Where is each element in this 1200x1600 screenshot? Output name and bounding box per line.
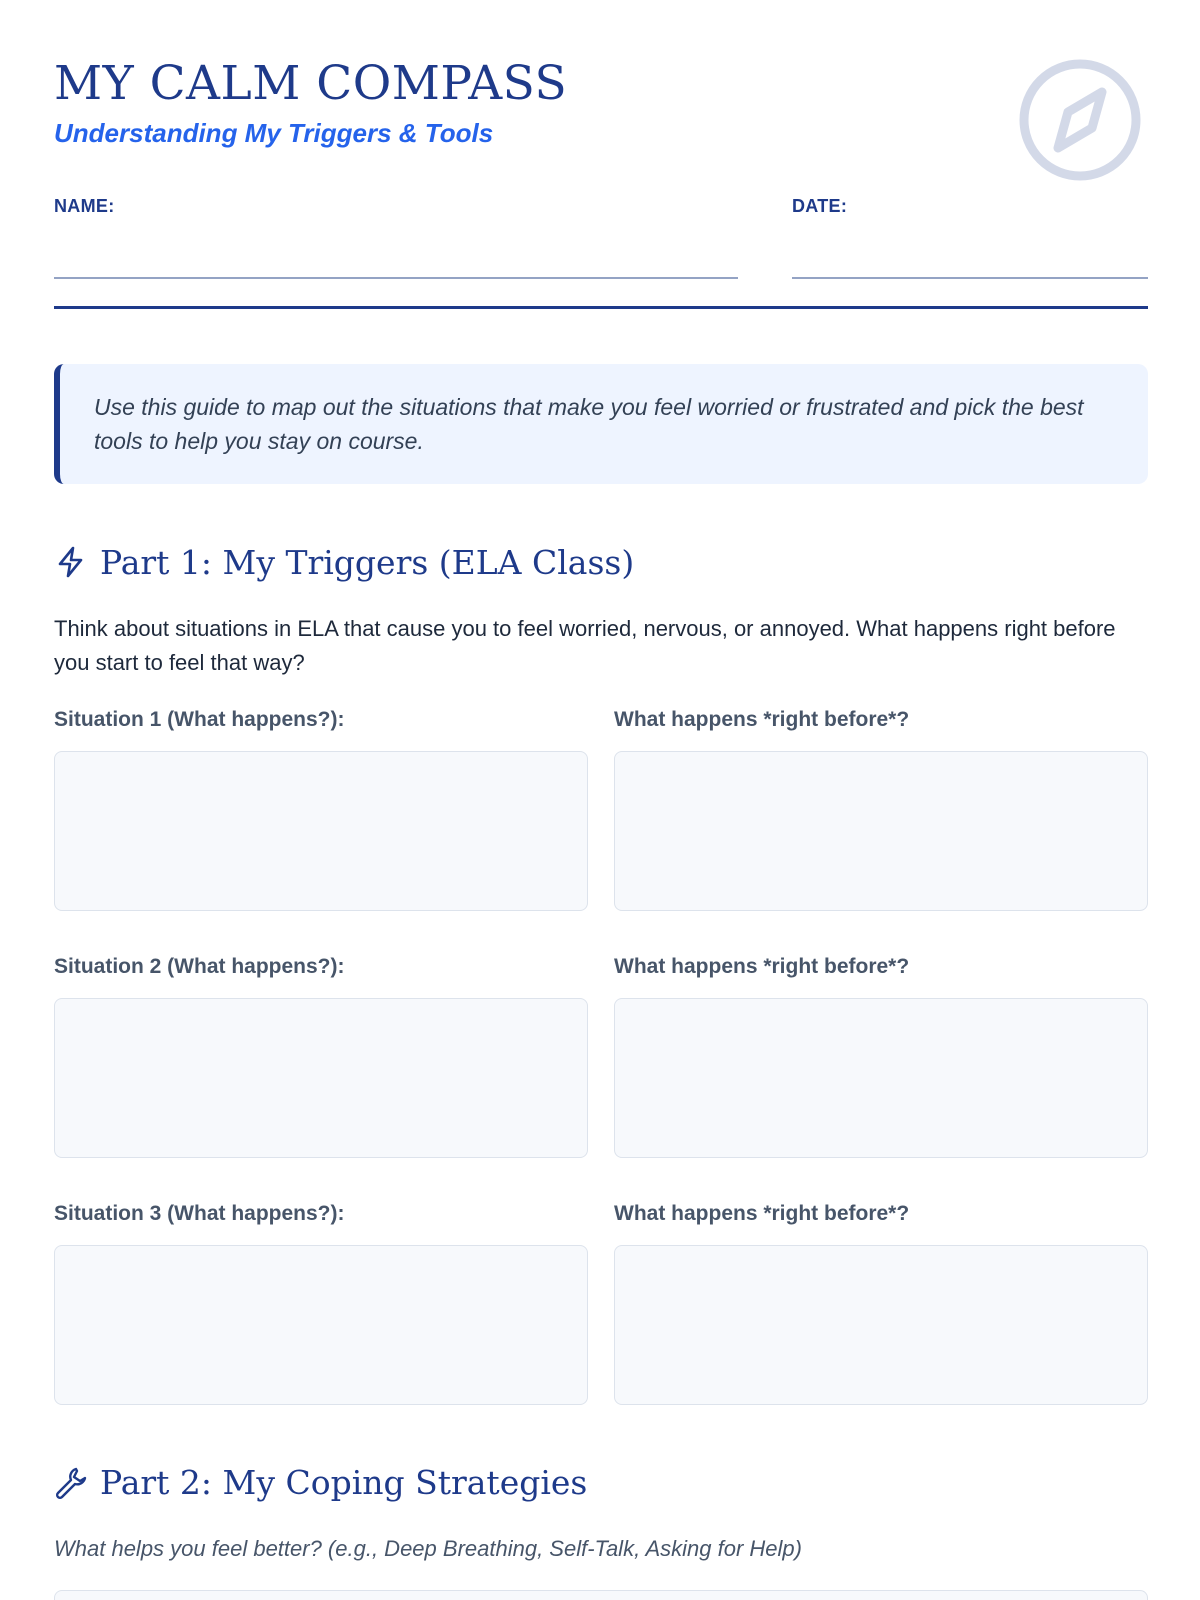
strategies-input[interactable] xyxy=(54,1590,1148,1600)
before-3-input[interactable] xyxy=(614,1245,1148,1405)
before-1-input[interactable] xyxy=(614,751,1148,911)
before-3-label: What happens *right before*? xyxy=(614,1202,910,1225)
situation-2-input[interactable] xyxy=(54,998,588,1158)
situation-1-label: Situation 1 (What happens?): xyxy=(54,708,345,731)
situation-2-label: Situation 2 (What happens?): xyxy=(54,955,345,978)
wrench-icon xyxy=(54,1465,88,1499)
date-label: DATE: xyxy=(792,196,848,216)
page-subtitle: Understanding My Triggers & Tools xyxy=(54,118,494,148)
part1-heading xyxy=(54,540,634,584)
intro-text: Use this guide to map out the situations that make you feel worried or frustrated and pick the best tools to help you stay on course. xyxy=(94,394,1084,454)
name-field[interactable] xyxy=(54,277,738,279)
part2-prompt: What helps you feel better? (e.g., Deep Breathing, Self-Talk, Asking for Help) xyxy=(54,1536,802,1561)
page-title: MY CALM COMPASS xyxy=(54,56,568,111)
part1-description: Think about situations in ELA that cause you to feel worried, nervous, or annoyed. What happens right before you start to feel that way? xyxy=(54,616,1116,675)
situation-3-label: Situation 3 (What happens?): xyxy=(54,1202,345,1225)
lightning-icon xyxy=(54,545,88,579)
situation-1-input[interactable] xyxy=(54,751,588,911)
before-1-label: What happens *right before*? xyxy=(614,708,910,731)
name-label: NAME: xyxy=(54,196,115,216)
part2-heading xyxy=(54,1460,587,1504)
part1-title: Part 1: My Triggers (ELA Class) xyxy=(100,542,635,582)
date-field[interactable] xyxy=(792,277,1148,279)
before-2-label: What happens *right before*? xyxy=(614,955,910,978)
situation-3-input[interactable] xyxy=(54,1245,588,1405)
compass-icon xyxy=(1018,58,1142,182)
part2-title: Part 2: My Coping Strategies xyxy=(100,1462,588,1502)
before-2-input[interactable] xyxy=(614,998,1148,1158)
worksheet-page xyxy=(54,0,1148,1600)
header-divider xyxy=(54,306,1148,309)
intro-callout xyxy=(54,364,1148,484)
